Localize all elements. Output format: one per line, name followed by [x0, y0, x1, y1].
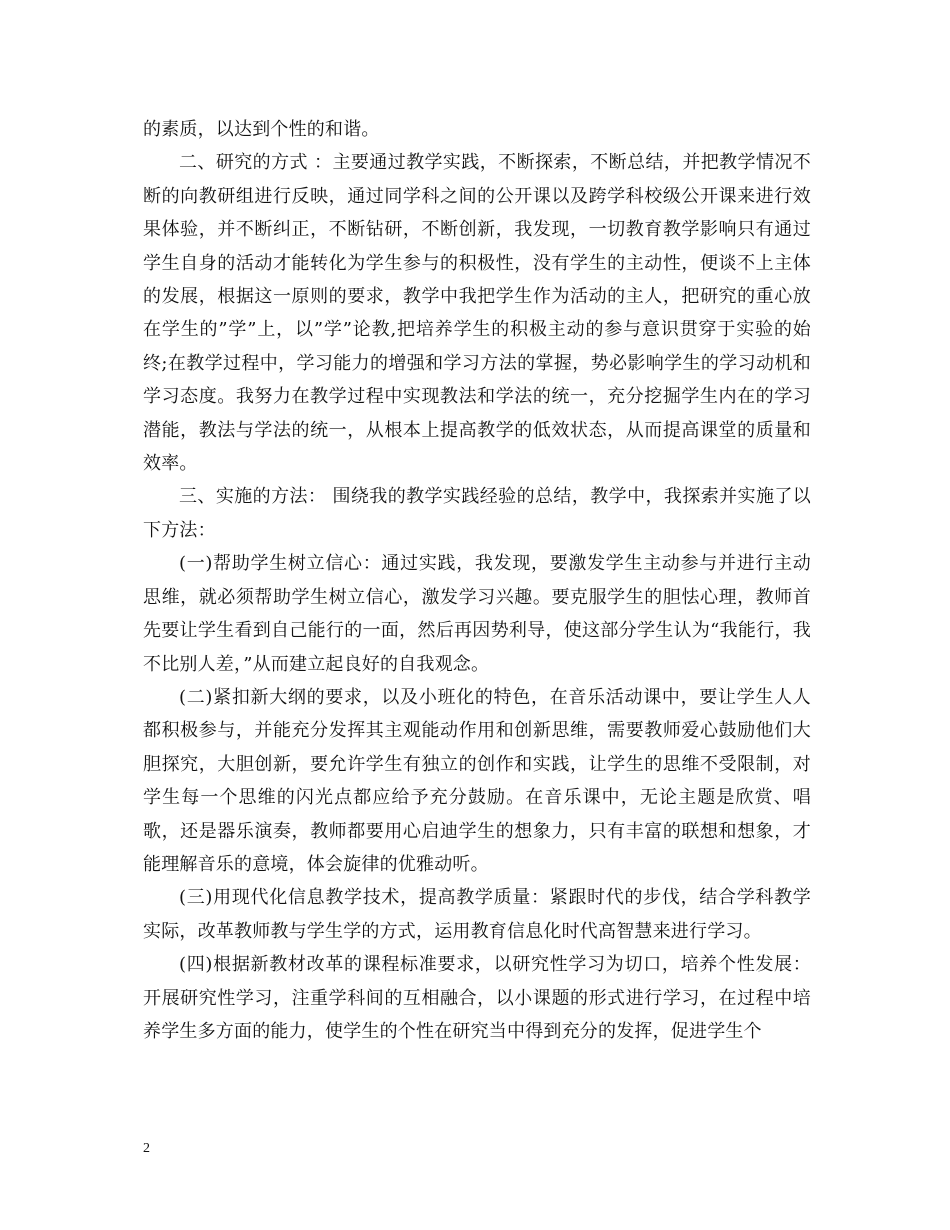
paragraph-method-two: (二)紧扣新大纲的要求，以及小班化的特色，在音乐活动课中，要让学生人人都积极参与，并能充分发挥其主观能动作用和创新思维，需要教师爱心鼓励他们大胆探究，大胆创新，要允许学生有独立的创作和实践，让学生的思维不受限制，对学生每一个思维的闪光点都应给予充分鼓励。在音乐课中，无论主题是欣赏、唱歌，还是器乐演奏，教师都要用心启迪学生的想象力，只有丰富的联想和想象，才能理解音乐的意境，体会旋律的优雅动听。: [143, 686, 811, 875]
paragraph-method-three: (三)用现代化信息教学技术，提高教学质量：紧跟时代的步伐，结合学科教学实际，改革教师教与学生学的方式，运用教育信息化时代高智慧来进行学习。: [143, 887, 811, 942]
body-text: [143, 113, 811, 1048]
paragraph-continuation: 的素质，以达到个性的和谐。: [143, 119, 380, 140]
paragraph-method-one: (一)帮助学生树立信心：通过实践，我发现，要激发学生主动参与并进行主动思维，就必须帮助学生树立信心，激发学习兴趣。要克服学生的胆怯心理，教师首先要让学生看到自己能行的一面，然后再因势利导，使这部分学生认为“我能行，我不比别人差，”从而建立起良好的自我观念。: [143, 553, 811, 675]
paragraph-research-method: 二、研究的方式 ：主要通过教学实践，不断探索，不断总结，并把教学情况不断的向教研组进行反映，通过同学科之间的公开课以及跨学科校级公开课来进行效果体验，并不断纠正，不断钻研，不断创新，我发现，一切教育教学影响只有通过学生自身的活动才能转化为学生参与的积极性，没有学生的主动性，便谈不上主体的发展，根据这一原则的要求，教学中我把学生作为活动的主人，把研究的重心放在学生的”学”上，以”学”论教,把培养学生的积极主动的参与意识贯穿于实验的始终;在教学过程中，学习能力的增强和学习方法的掌握，势必影响学生的学习动机和学习态度。我努力在教学过程中实现教法和学法的统一，充分挖掘学生内在的学习潜能，教法与学法的统一，从根本上提高教学的低效状态，从而提高课堂的质量和效率。: [143, 152, 811, 475]
paragraph-method-four: (四)根据新教材改革的课程标准要求，以研究性学习为切口，培养个性发展：开展研究性学习，注重学科间的互相融合，以小课题的形式进行学习，在过程中培养学生多方面的能力，使学生的个性在研究当中得到充分的发挥，促进学生个: [143, 954, 811, 1042]
paragraph-implementation-methods: 三、实施的方法： 围绕我的教学实践经验的总结，教学中，我探索并实施了以下方法：: [143, 486, 811, 541]
page-number: 2: [143, 1141, 150, 1156]
